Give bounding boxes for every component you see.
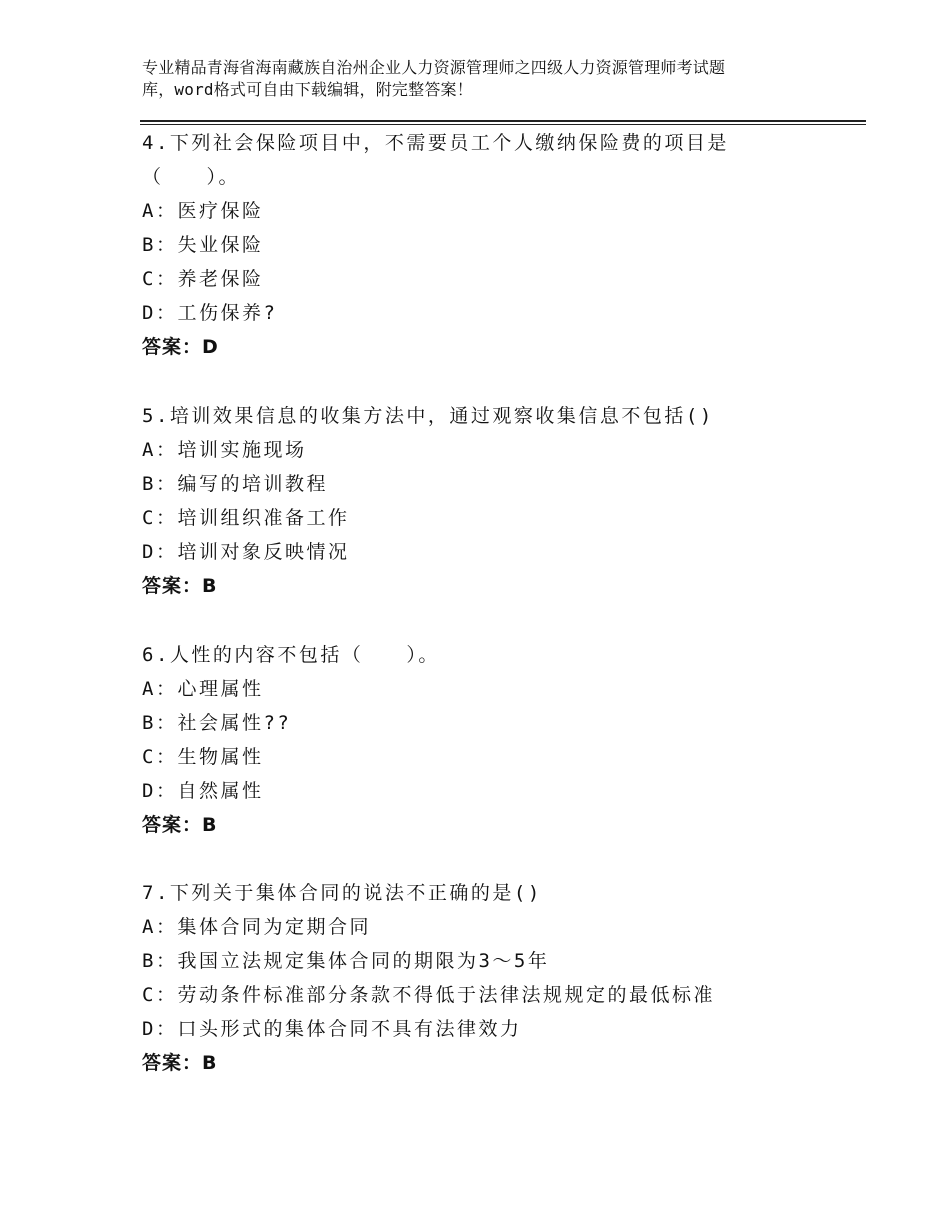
option-d: D：工伤保养? xyxy=(142,302,278,324)
option-d: D：口头形式的集体合同不具有法律效力 xyxy=(142,1018,522,1040)
header-line-2: 库，word格式可自由下载编辑，附完整答案！ xyxy=(142,80,473,99)
option-b: B：社会属性?? xyxy=(142,712,292,734)
document-header xyxy=(142,57,862,101)
option-d: D：培训对象反映情况 xyxy=(142,541,350,563)
answer-label: 答案：B xyxy=(142,575,218,597)
header-line-1: 专业精品青海省海南藏族自治州企业人力资源管理师之四级人力资源管理师考试题 xyxy=(142,58,726,77)
header-divider-thin xyxy=(140,124,866,125)
question-text: 5.培训效果信息的收集方法中，通过观察收集信息不包括() xyxy=(142,405,714,427)
option-c: C：养老保险 xyxy=(142,268,264,290)
answer-label: 答案：D xyxy=(142,336,219,358)
option-c: C：劳动条件标准部分条款不得低于法律法规规定的最低标准 xyxy=(142,984,715,1006)
option-b: B：失业保险 xyxy=(142,234,264,256)
question-7 xyxy=(142,876,862,1080)
option-d: D：自然属性 xyxy=(142,780,264,802)
option-c: C：培训组织准备工作 xyxy=(142,507,350,529)
option-b: B：我国立法规定集体合同的期限为3～5年 xyxy=(142,950,550,972)
question-stem-continued: （ ）。 xyxy=(142,166,241,188)
option-a: A：培训实施现场 xyxy=(142,439,307,461)
question-text: 6.人性的内容不包括（ ）。 xyxy=(142,644,440,666)
option-a: A：心理属性 xyxy=(142,678,264,700)
answer-label: 答案：B xyxy=(142,814,218,836)
question-stem: 4.下列社会保险项目中，不需要员工个人缴纳保险费的项目是 xyxy=(142,132,729,154)
question-text xyxy=(142,126,862,194)
question-5 xyxy=(142,399,862,603)
question-text: 7.下列关于集体合同的说法不正确的是() xyxy=(142,882,542,904)
option-c: C：生物属性 xyxy=(142,746,264,768)
option-a: A：医疗保险 xyxy=(142,200,264,222)
question-6 xyxy=(142,638,862,842)
option-a: A：集体合同为定期合同 xyxy=(142,916,371,938)
option-b: B：编写的培训教程 xyxy=(142,473,328,495)
header-divider-thick xyxy=(140,120,866,122)
answer-label: 答案：B xyxy=(142,1052,218,1074)
question-4 xyxy=(142,126,862,364)
